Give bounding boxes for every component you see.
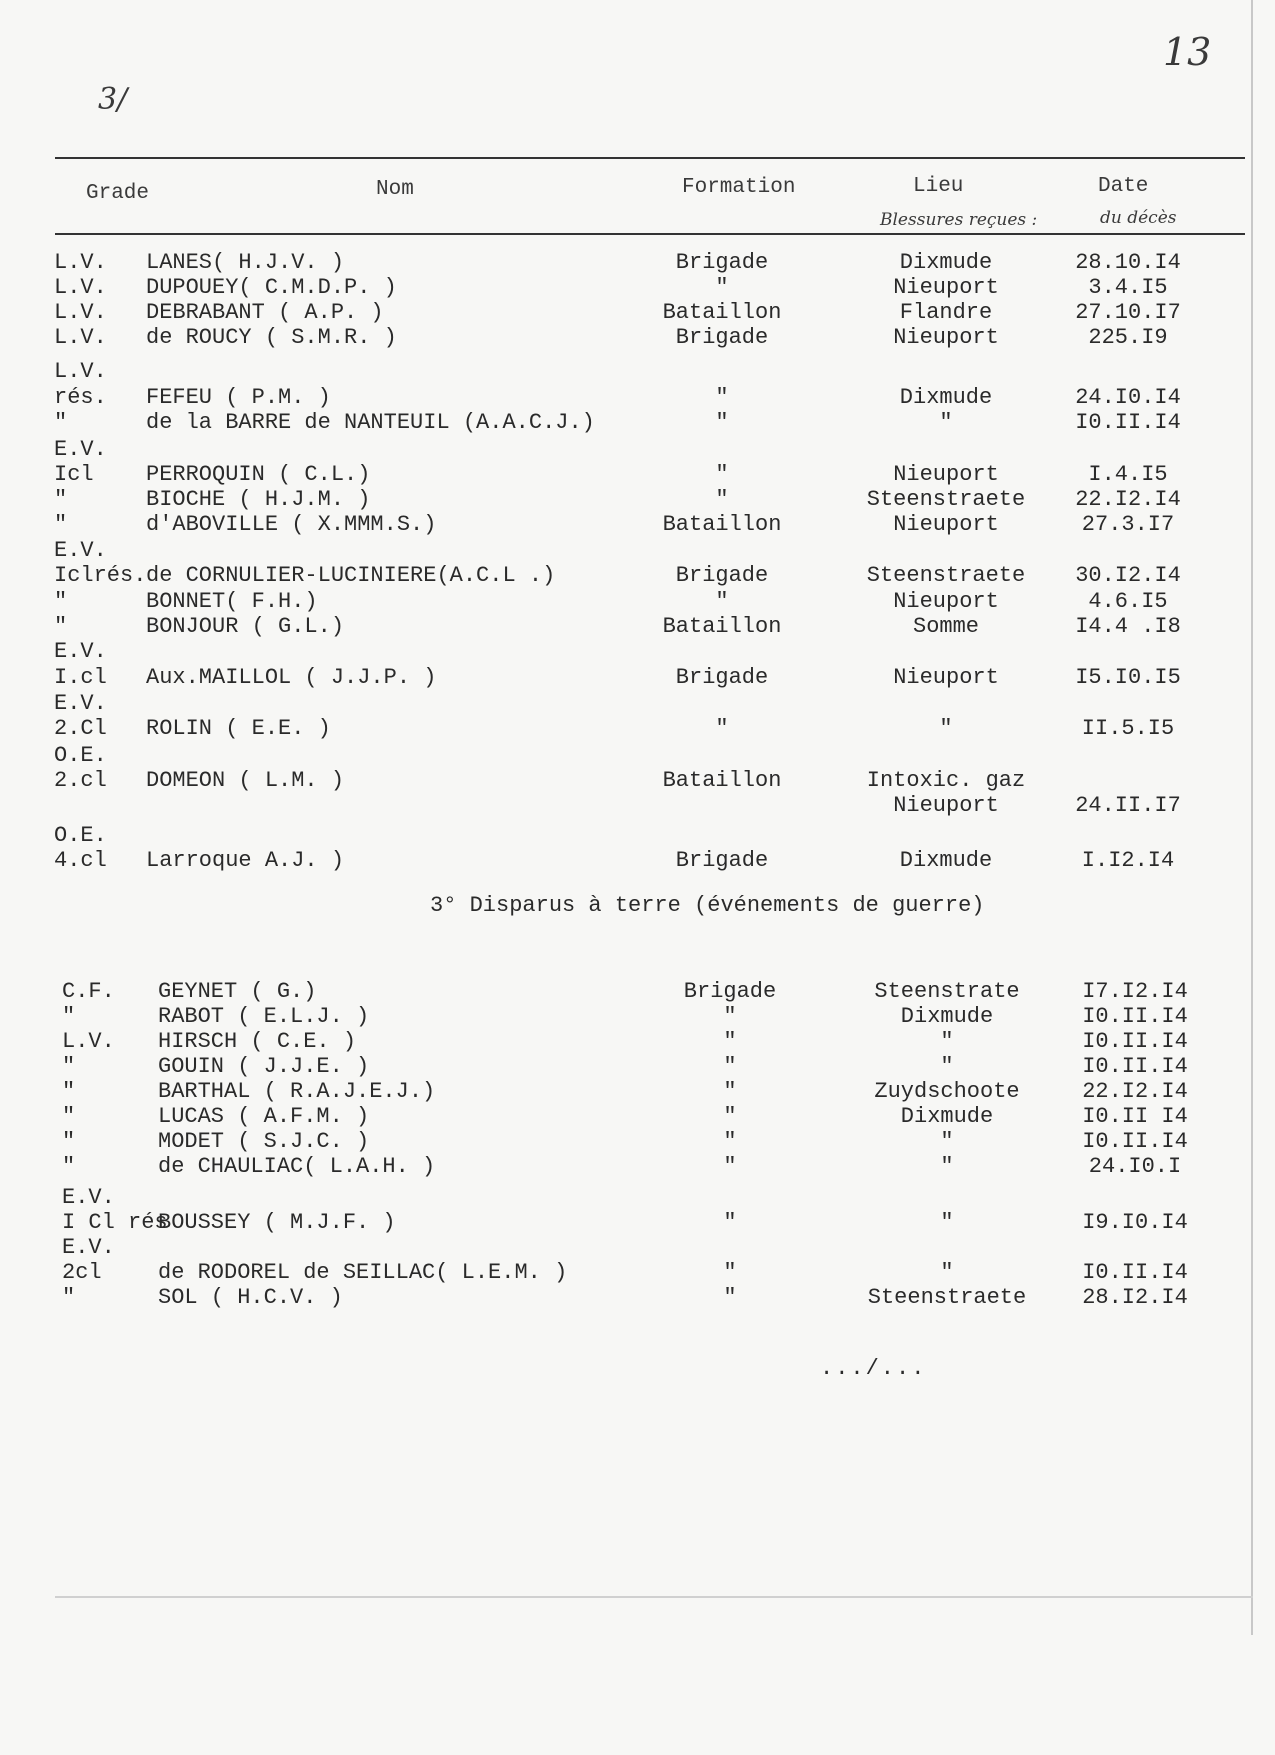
cell-nom: de la BARRE de NANTEUIL (A.A.C.J.) — [146, 410, 595, 435]
cell-date: I7.I2.I4 — [1082, 979, 1188, 1004]
cell-grade: 2.Cl — [54, 716, 107, 741]
cell-date: 22.I2.I4 — [1082, 1079, 1188, 1104]
cell-grade: I Cl rés — [62, 1210, 168, 1235]
cell-date: I0.II.I4 — [1082, 1129, 1188, 1154]
cell-lieu: Dixmude — [900, 1104, 994, 1129]
handwritten-date-note: du décès — [1100, 208, 1177, 228]
cell-date: 28.10.I4 — [1075, 250, 1181, 275]
cell-grade: " — [62, 1054, 76, 1079]
cell-grade: " — [62, 1079, 76, 1104]
cell-date: I.I2.I4 — [1081, 848, 1175, 873]
cell-lieu: Dixmude — [899, 250, 993, 275]
cell-grade: rés. — [54, 385, 107, 410]
cell-formation: " — [723, 1210, 737, 1235]
cell-nom: MODET ( S.J.C. ) — [158, 1129, 370, 1154]
cell-date: I0.II.I4 — [1082, 1029, 1188, 1054]
cell-lieu: Nieuport — [893, 665, 999, 690]
cell-lieu: " — [940, 1129, 954, 1154]
cell-formation: " — [723, 1004, 737, 1029]
cell-lieu: " — [939, 410, 953, 435]
cell-date: I0.II I4 — [1082, 1104, 1188, 1129]
cell-grade: E.V. — [54, 691, 107, 716]
cell-nom: GEYNET ( G.) — [158, 979, 317, 1004]
cell-formation: " — [723, 1104, 737, 1129]
cell-formation: Brigade — [675, 665, 769, 690]
cell-date: 3.4.I5 — [1088, 275, 1168, 300]
cell-formation: " — [715, 487, 729, 512]
cell-formation: " — [715, 462, 729, 487]
cell-lieu: Nieuport — [893, 275, 999, 300]
cell-date: II.5.I5 — [1081, 716, 1175, 741]
cell-date: I0.II.I4 — [1082, 1260, 1188, 1285]
cell-formation: " — [715, 589, 729, 614]
cell-lieu: Steenstraete — [866, 563, 1026, 588]
header-formation: Formation — [682, 176, 796, 199]
cell-grade: E.V. — [54, 639, 107, 664]
cell-nom: FEFEU ( P.M. ) — [146, 385, 331, 410]
cell-date: I9.I0.I4 — [1082, 1210, 1188, 1235]
cell-date: 24.I0.I4 — [1075, 385, 1181, 410]
cell-date: I4.4 .I8 — [1075, 614, 1181, 639]
cell-nom: PERROQUIN ( C.L.) — [146, 462, 371, 487]
cell-formation: " — [723, 1285, 737, 1310]
cell-nom: BIOCHE ( H.J.M. ) — [146, 487, 371, 512]
header-nom: Nom — [376, 178, 414, 201]
cell-grade: Icl — [54, 462, 94, 487]
cell-formation: " — [715, 385, 729, 410]
cell-lieu: Dixmude — [899, 385, 993, 410]
cell-grade: E.V. — [62, 1185, 115, 1210]
cell-grade: L.V. — [54, 250, 107, 275]
cell-grade: E.V. — [54, 437, 107, 462]
cell-grade: 2cl — [62, 1260, 102, 1285]
header-rule-top — [55, 157, 1245, 159]
cell-nom: BONJOUR ( G.L.) — [146, 614, 345, 639]
header-lieu: Lieu — [913, 175, 964, 198]
cell-date: 28.I2.I4 — [1082, 1285, 1188, 1310]
cell-nom: LANES( H.J.V. ) — [146, 250, 345, 275]
cell-nom: RABOT ( E.L.J. ) — [158, 1004, 370, 1029]
cell-lieu: " — [940, 1029, 954, 1054]
cell-formation: Brigade — [675, 563, 769, 588]
cell-lieu: Nieuport — [893, 589, 999, 614]
cell-formation: Bataillon — [662, 614, 782, 639]
cell-date: I0.II.I4 — [1082, 1054, 1188, 1079]
cell-date: 225.I9 — [1088, 325, 1168, 350]
cell-grade: " — [62, 1129, 76, 1154]
cell-grade: I.cl — [54, 665, 107, 690]
cell-date: 24.II.I7 — [1075, 793, 1181, 818]
cell-lieu: " — [940, 1154, 954, 1179]
cell-formation: Brigade — [675, 250, 769, 275]
cell-grade: " — [62, 1104, 76, 1129]
cell-lieu: Steenstraete — [866, 487, 1026, 512]
cell-nom: BONNET( F.H.) — [146, 589, 318, 614]
cell-formation: " — [715, 410, 729, 435]
cell-lieu: " — [940, 1260, 954, 1285]
cell-formation: " — [723, 1154, 737, 1179]
cell-grade: " — [62, 1004, 76, 1029]
cell-lieu: Steenstrate — [874, 979, 1020, 1004]
cell-lieu: Steenstraete — [867, 1285, 1027, 1310]
cell-lieu: Somme — [912, 614, 980, 639]
cell-grade: " — [62, 1154, 76, 1179]
cell-lieu: Nieuport — [893, 462, 999, 487]
cell-nom: de ROUCY ( S.M.R. ) — [146, 325, 397, 350]
cell-formation: Brigade — [683, 979, 777, 1004]
cell-lieu: Dixmude — [899, 848, 993, 873]
page-edge-bottom — [55, 1596, 1253, 1598]
cell-grade: O.E. — [54, 823, 107, 848]
cell-formation: " — [723, 1029, 737, 1054]
cell-grade: " — [54, 589, 68, 614]
cell-lieu: Intoxic. gaz — [866, 768, 1026, 793]
cell-grade: Iclrés. — [54, 563, 147, 588]
cell-nom: Larroque A.J. ) — [146, 848, 345, 873]
section-title: 3° Disparus à terre (événements de guerre) — [430, 893, 985, 918]
cell-grade: L.V. — [54, 325, 107, 350]
cell-formation: Brigade — [675, 848, 769, 873]
cell-lieu: Nieuport — [893, 793, 999, 818]
cell-formation: " — [723, 1054, 737, 1079]
page-edge-right — [1251, 0, 1253, 1635]
cell-nom: ROLIN ( E.E. ) — [146, 716, 331, 741]
cell-grade: C.F. — [62, 979, 115, 1004]
cell-grade: " — [54, 512, 68, 537]
cell-lieu: " — [940, 1210, 954, 1235]
continuation-mark: .../... — [820, 1356, 927, 1381]
cell-grade: " — [62, 1285, 76, 1310]
cell-lieu: Dixmude — [900, 1004, 994, 1029]
header-date: Date — [1098, 175, 1149, 198]
cell-date: 27.10.I7 — [1075, 300, 1181, 325]
cell-formation: " — [715, 716, 729, 741]
cell-lieu: Nieuport — [893, 512, 999, 537]
cell-formation: " — [715, 275, 729, 300]
cell-nom: DOMEON ( L.M. ) — [146, 768, 345, 793]
cell-grade: 4.cl — [54, 848, 107, 873]
cell-date: 22.I2.I4 — [1075, 487, 1181, 512]
cell-nom: GOUIN ( J.J.E. ) — [158, 1054, 370, 1079]
cell-grade: " — [54, 410, 68, 435]
cell-date: I0.II.I4 — [1082, 1004, 1188, 1029]
cell-nom: d'ABOVILLE ( X.MMM.S.) — [146, 512, 437, 537]
handwritten-reference: 3/ — [98, 82, 128, 117]
cell-lieu: " — [939, 716, 953, 741]
cell-grade: E.V. — [62, 1235, 115, 1260]
handwritten-lieu-note: Blessures reçues : — [880, 210, 1038, 230]
cell-grade: 2.cl — [54, 768, 107, 793]
handwritten-page-number: 13 — [1163, 30, 1212, 74]
cell-nom: BARTHAL ( R.A.J.E.J.) — [158, 1079, 436, 1104]
cell-nom: de CORNULIER-LUCINIERE(A.C.L .) — [146, 563, 556, 588]
cell-date: I5.I0.I5 — [1075, 665, 1181, 690]
cell-grade: L.V. — [54, 300, 107, 325]
cell-formation: Bataillon — [662, 300, 782, 325]
cell-date: 27.3.I7 — [1081, 512, 1175, 537]
cell-formation: Bataillon — [662, 768, 782, 793]
cell-nom: BOUSSEY ( M.J.F. ) — [158, 1210, 396, 1235]
cell-nom: de CHAULIAC( L.A.H. ) — [158, 1154, 436, 1179]
cell-date: 4.6.I5 — [1088, 589, 1168, 614]
cell-grade: O.E. — [54, 743, 107, 768]
cell-date: 30.I2.I4 — [1075, 563, 1181, 588]
cell-formation: Brigade — [675, 325, 769, 350]
cell-grade: L.V. — [54, 275, 107, 300]
header-rule-bottom — [55, 233, 1245, 235]
cell-date: 24.I0.I — [1088, 1154, 1182, 1179]
cell-date: I.4.I5 — [1088, 462, 1168, 487]
cell-nom: SOL ( H.C.V. ) — [158, 1285, 343, 1310]
header-grade: Grade — [86, 182, 150, 205]
cell-formation: " — [723, 1260, 737, 1285]
cell-nom: LUCAS ( A.F.M. ) — [158, 1104, 370, 1129]
cell-grade: " — [54, 614, 68, 639]
cell-formation: " — [723, 1129, 737, 1154]
cell-formation: " — [723, 1079, 737, 1104]
cell-formation: Bataillon — [662, 512, 782, 537]
cell-grade: L.V. — [62, 1029, 115, 1054]
cell-lieu: Nieuport — [893, 325, 999, 350]
cell-date: I0.II.I4 — [1075, 410, 1181, 435]
cell-grade: " — [54, 487, 68, 512]
cell-nom: HIRSCH ( C.E. ) — [158, 1029, 357, 1054]
cell-nom: Aux.MAILLOL ( J.J.P. ) — [146, 665, 437, 690]
cell-lieu: Flandre — [899, 300, 993, 325]
cell-lieu: " — [940, 1054, 954, 1079]
cell-lieu: Zuydschoote — [874, 1079, 1020, 1104]
cell-grade: E.V. — [54, 538, 107, 563]
cell-nom: de RODOREL de SEILLAC( L.E.M. ) — [158, 1260, 568, 1285]
cell-grade: L.V. — [54, 359, 107, 384]
cell-nom: DUPOUEY( C.M.D.P. ) — [146, 275, 397, 300]
cell-nom: DEBRABANT ( A.P. ) — [146, 300, 384, 325]
